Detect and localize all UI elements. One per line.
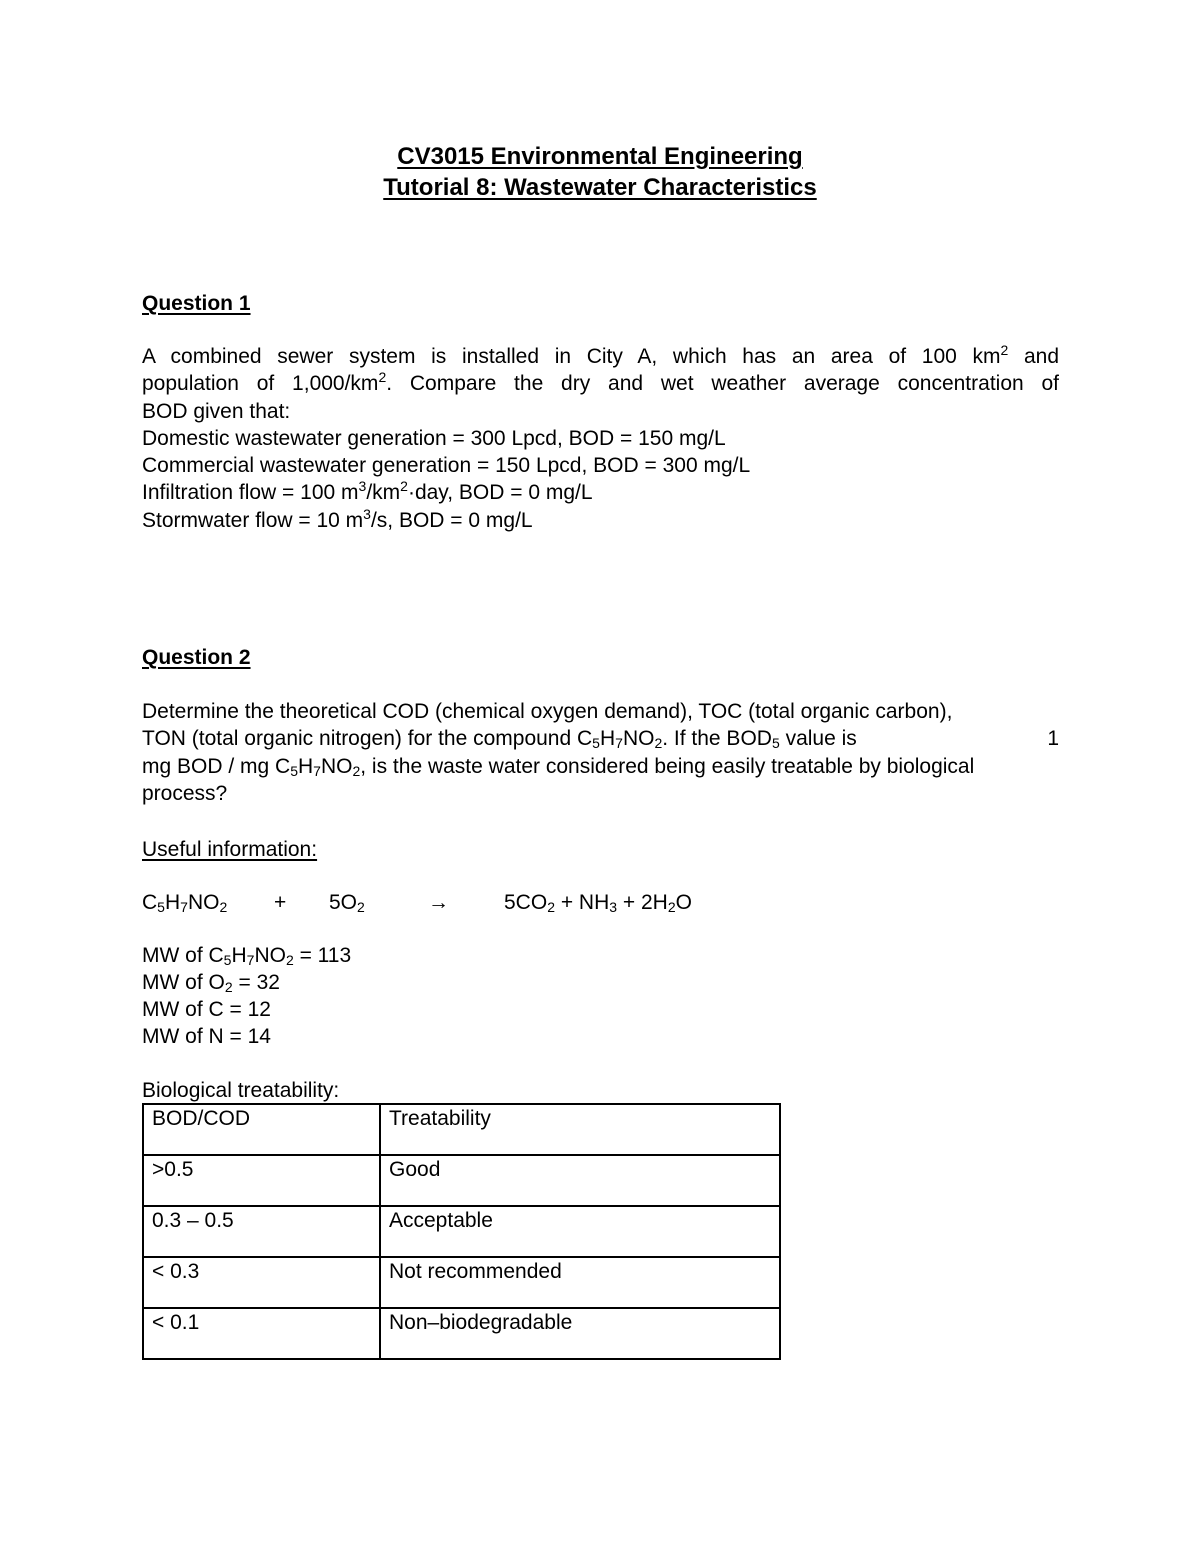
q2-line-1: Determine the theoretical COD (chemical oxygen demand), TOC (total organic carbon),: [142, 700, 953, 723]
document-title: [0, 142, 1200, 172]
table-row: [143, 1257, 780, 1308]
q1-infiltration: Infiltration flow = 100 $m^3/km^2\cdot day$, BOD = 0 mg/L: [142, 478, 593, 505]
question-2-heading: Question 2: [142, 646, 251, 669]
table-cell: < 0.1: [143, 1308, 380, 1359]
title-text: CV3015 Environmental Engineering: [397, 143, 803, 170]
table-header-cell: Treatability: [380, 1104, 780, 1155]
question-1-heading: Question 1: [142, 292, 251, 315]
table-cell: < 0.3: [143, 1257, 380, 1308]
table-header-cell: BOD/COD: [143, 1104, 380, 1155]
reaction-products: $5CO_2 + NH_3 + 2H_2O$: [504, 891, 692, 915]
biological-treatability-label: Biological treatability:: [142, 1079, 340, 1102]
q2-line-2: TON (total organic nitrogen) for the compound $C_5H_7NO_2$. If the $BOD_5$ value is 1: [142, 727, 1059, 752]
q2-ratio-value: 1: [1047, 727, 1059, 751]
question-1-body: [142, 343, 1059, 534]
document-subtitle: [0, 173, 1200, 203]
table-cell: 0.3 – 0.5: [143, 1206, 380, 1257]
table-cell: Not recommended: [380, 1257, 780, 1308]
table-cell: Non–biodegradable: [380, 1308, 780, 1359]
reaction-reactant-2: $5O_2$: [329, 891, 365, 915]
q1-line-3: BOD given that:: [142, 399, 291, 423]
q1-domestic: Domestic wastewater generation = 300 Lpcd, BOD = 150 mg/L: [142, 426, 726, 450]
question-2-body: [142, 698, 1059, 807]
table-cell: >0.5: [143, 1155, 380, 1206]
q2-line-4: process?: [142, 781, 228, 805]
q1-commercial: Commercial wastewater generation = 150 Lpcd, BOD = 300 mg/L: [142, 454, 751, 478]
mw-oxygen: MW of $O_2 = 32$: [142, 971, 280, 995]
q1-line-2: population of $1,000/km^2$. Compare the dry and wet weather average concentration of: [142, 369, 1059, 396]
table-cell: Good: [380, 1155, 780, 1206]
reaction-arrow: →: [428, 891, 449, 914]
table-row: [143, 1308, 780, 1359]
table-header-row: [143, 1104, 780, 1155]
mw-carbon: MW of C = 12: [142, 998, 271, 1021]
table-row: [143, 1206, 780, 1257]
mw-nitrogen: MW of N = 14: [142, 1025, 271, 1048]
table-cell: Acceptable: [380, 1206, 780, 1257]
reaction-plus: +: [274, 891, 287, 914]
q1-line-1: A combined sewer system is installed in City A, which has an area of 100 $km^2$ and: [142, 342, 1059, 368]
treatability-table: [142, 1103, 781, 1360]
q1-stormwater: Stormwater flow = 10 $m^3/s$, BOD = 0 mg/L: [142, 505, 533, 532]
table-row: [143, 1155, 780, 1206]
mw-compound: MW of $C_5H_7NO_2 = 113$: [142, 944, 352, 968]
reaction-reactant-1: $C_5H_7NO_2$: [142, 891, 228, 915]
q2-line-3: mg BOD / mg $C_5H_7NO_2$, is the waste water considered being easily treatable by biological: [142, 754, 975, 779]
useful-information-label: Useful information:: [142, 838, 318, 861]
subtitle-text: Tutorial 8: Wastewater Characteristics: [383, 174, 817, 201]
